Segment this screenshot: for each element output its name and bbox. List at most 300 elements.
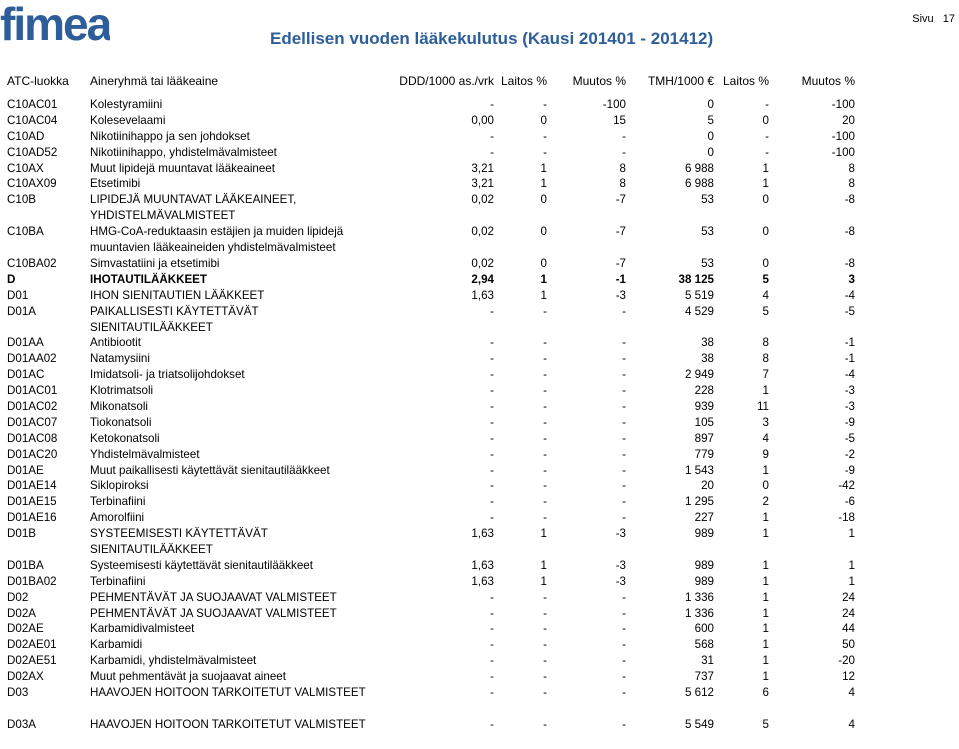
ddd-growth-value: 8 xyxy=(619,177,626,191)
atc-code: C10AD52 xyxy=(7,145,58,159)
ddd-change-value: 1 xyxy=(540,558,547,572)
ddd-change-value: - xyxy=(543,686,547,700)
tmh-change-value: 5 xyxy=(762,272,769,286)
tmh-value: 227 xyxy=(694,511,714,525)
ddd-growth-value: - xyxy=(622,399,626,413)
tmh-growth-value: -5 xyxy=(844,431,855,445)
ddd-value: - xyxy=(490,304,494,318)
tmh-growth-value: 20 xyxy=(842,113,855,127)
tmh-change-value: - xyxy=(765,129,769,143)
ddd-value: - xyxy=(490,479,494,493)
col-header-ddd: DDD/1000 as./vrk xyxy=(399,74,494,88)
ddd-value: 0,00 xyxy=(471,113,494,127)
table-row xyxy=(0,621,959,637)
ddd-growth-value: -7 xyxy=(615,193,626,207)
atc-code: D01 xyxy=(7,288,29,302)
tmh-change-value: 5 xyxy=(762,717,769,731)
substance-name: Mikonatsoli xyxy=(90,399,148,413)
ddd-change-value: 0 xyxy=(540,193,547,207)
substance-name: Karbamidi, yhdistelmävalmisteet xyxy=(90,654,257,668)
report-title: Edellisen vuoden lääkekulutus (Kausi 201401 - 201412) xyxy=(270,29,714,48)
substance-name: PEHMENTÄVÄT JA SUOJAAVAT VALMISTEET xyxy=(90,606,337,620)
atc-code: D01AC20 xyxy=(7,447,58,461)
tmh-change-value: 5 xyxy=(762,304,769,318)
ddd-change-value: - xyxy=(543,638,547,652)
tmh-value: 105 xyxy=(694,415,714,429)
ddd-change-value: 1 xyxy=(540,574,547,588)
tmh-value: 1 543 xyxy=(684,463,714,477)
page-indicator xyxy=(906,13,955,25)
ddd-value: - xyxy=(490,145,494,159)
atc-code: D02AE xyxy=(7,622,44,636)
ddd-change-value: - xyxy=(543,129,547,143)
tmh-change-value: - xyxy=(765,145,769,159)
ddd-value: - xyxy=(490,717,494,731)
page-number: 17 xyxy=(942,13,955,25)
tmh-change-value: 3 xyxy=(762,415,769,429)
tmh-value: 989 xyxy=(694,558,714,572)
substance-name: Simvastatiini ja etsetimibi xyxy=(90,256,220,270)
ddd-value: - xyxy=(490,431,494,445)
substance-name: HAAVOJEN HOITOON TARKOITETUT VALMISTEET xyxy=(90,717,366,731)
atc-code: D01AE14 xyxy=(7,479,57,493)
atc-code: C10BA xyxy=(7,225,44,239)
atc-code: D01AE15 xyxy=(7,495,57,509)
substance-name: Kolestyramiini xyxy=(90,98,163,111)
substance-name: Etsetimibi xyxy=(90,177,141,191)
tmh-change-value: 4 xyxy=(762,431,769,445)
tmh-value: 0 xyxy=(707,98,714,111)
svg-text:fimea: fimea xyxy=(0,2,110,46)
tmh-growth-value: -3 xyxy=(844,399,855,413)
table-row xyxy=(0,256,959,272)
tmh-change-value: 0 xyxy=(762,256,769,270)
substance-name: Karbamidi xyxy=(90,638,143,652)
tmh-change-value: 1 xyxy=(762,161,769,175)
tmh-change-value: 0 xyxy=(762,479,769,493)
tmh-value: 1 295 xyxy=(684,495,714,509)
tmh-value: 5 xyxy=(707,113,714,127)
tmh-change-value: 6 xyxy=(762,686,769,700)
substance-name: Terbinafiini xyxy=(90,574,146,588)
tmh-value: 0 xyxy=(707,129,714,143)
tmh-change-value: 11 xyxy=(756,399,769,413)
tmh-growth-value: -4 xyxy=(844,368,855,382)
ddd-growth-value: - xyxy=(622,717,626,731)
substance-name: SYSTEEMISESTI KÄYTETTÄVÄT SIENITAUTILÄÄKKEET xyxy=(90,527,268,556)
ddd-value: - xyxy=(490,463,494,477)
atc-code: D03A xyxy=(7,717,37,731)
ddd-value: - xyxy=(490,654,494,668)
tmh-value: 53 xyxy=(701,256,714,270)
ddd-growth-value: -3 xyxy=(615,574,626,588)
table-row xyxy=(0,431,959,447)
table-row xyxy=(0,113,959,129)
ddd-change-value: - xyxy=(543,384,547,398)
tmh-value: 989 xyxy=(694,574,714,588)
ddd-growth-value: - xyxy=(622,511,626,525)
tmh-value: 568 xyxy=(694,638,714,652)
table-row xyxy=(0,399,959,415)
ddd-growth-value: - xyxy=(622,304,626,318)
ddd-change-value: - xyxy=(543,590,547,604)
ddd-value: - xyxy=(490,368,494,382)
tmh-growth-value: -100 xyxy=(831,129,855,143)
substance-name: HAAVOJEN HOITOON TARKOITETUT VALMISTEET xyxy=(90,686,366,700)
atc-code: D01AE16 xyxy=(7,511,57,525)
table-row xyxy=(0,97,959,113)
ddd-growth-value: -100 xyxy=(602,98,626,111)
substance-name: PAIKALLISESTI KÄYTETTÄVÄT SIENITAUTILÄÄKKEET xyxy=(90,304,259,334)
ddd-growth-value: - xyxy=(622,384,626,398)
ddd-change-value: 0 xyxy=(540,256,547,270)
ddd-value: 1,63 xyxy=(471,558,494,572)
substance-name: Muut paikallisesti käytettävät sienitautilääkkeet xyxy=(90,463,330,477)
ddd-value: - xyxy=(490,495,494,509)
tmh-change-value: - xyxy=(765,98,769,111)
table-row xyxy=(0,383,959,399)
table-row xyxy=(0,669,959,685)
substance-name: Nikotiinihappo ja sen johdokset xyxy=(90,129,250,143)
atc-code: D03 xyxy=(7,686,29,700)
tmh-growth-value: -5 xyxy=(844,304,855,318)
ddd-value: - xyxy=(490,447,494,461)
tmh-value: 2 949 xyxy=(684,368,714,382)
tmh-value: 5 519 xyxy=(684,288,714,302)
ddd-growth-value: - xyxy=(622,670,626,684)
tmh-change-value: 7 xyxy=(762,368,769,382)
atc-code: D01AC07 xyxy=(7,415,58,429)
ddd-growth-value: - xyxy=(622,145,626,159)
ddd-value: - xyxy=(490,384,494,398)
ddd-growth-value: -1 xyxy=(615,272,626,286)
ddd-growth-value: - xyxy=(622,352,626,366)
ddd-change-value: - xyxy=(543,717,547,731)
substance-name: Kolesevelaami xyxy=(90,113,166,127)
table-row xyxy=(0,145,959,161)
atc-code: C10AC04 xyxy=(7,113,58,127)
table-row xyxy=(0,685,959,717)
ddd-growth-value: - xyxy=(622,590,626,604)
atc-code: D02 xyxy=(7,590,29,604)
tmh-change-value: 8 xyxy=(762,352,769,366)
tmh-value: 38 xyxy=(701,336,714,350)
table-row xyxy=(0,463,959,479)
ddd-value: - xyxy=(490,415,494,429)
tmh-growth-value: -9 xyxy=(844,463,855,477)
ddd-change-value: 1 xyxy=(540,288,547,302)
tmh-growth-value: 24 xyxy=(842,606,855,620)
table-row xyxy=(0,288,959,304)
ddd-growth-value: - xyxy=(622,622,626,636)
col-header-tmh-growth: Muutos % xyxy=(801,74,855,88)
ddd-growth-value: - xyxy=(622,686,626,700)
tmh-growth-value: -4 xyxy=(844,288,855,302)
ddd-value: - xyxy=(490,511,494,525)
atc-code: D02A xyxy=(7,606,37,620)
ddd-growth-value: - xyxy=(622,368,626,382)
substance-name: Ketokonatsoli xyxy=(90,431,160,445)
tmh-value: 779 xyxy=(694,447,714,461)
ddd-value: 1,63 xyxy=(471,574,494,588)
table-row xyxy=(0,129,959,145)
ddd-change-value: 0 xyxy=(540,225,547,239)
tmh-growth-value: 1 xyxy=(848,527,855,541)
tmh-change-value: 0 xyxy=(762,225,769,239)
substance-name: Imidatsoli- ja triatsolijohdokset xyxy=(90,368,245,382)
tmh-growth-value: -1 xyxy=(844,352,855,366)
tmh-change-value: 1 xyxy=(762,654,769,668)
table-row xyxy=(0,415,959,431)
tmh-change-value: 1 xyxy=(762,638,769,652)
col-header-name: Aineryhmä tai lääkeaine xyxy=(90,74,219,88)
atc-code: D01BA02 xyxy=(7,574,57,588)
substance-name: LIPIDEJÄ MUUNTAVAT LÄÄKEAINEET, YHDISTELMÄVALMISTEET xyxy=(90,193,297,223)
tmh-change-value: 4 xyxy=(762,288,769,302)
ddd-growth-value: 8 xyxy=(619,161,626,175)
tmh-value: 0 xyxy=(707,145,714,159)
ddd-growth-value: - xyxy=(622,654,626,668)
atc-code: C10AC01 xyxy=(7,98,58,111)
tmh-growth-value: -18 xyxy=(838,511,855,525)
ddd-growth-value: -7 xyxy=(615,256,626,270)
table-row xyxy=(0,637,959,653)
tmh-value: 1 336 xyxy=(684,606,714,620)
tmh-change-value: 1 xyxy=(762,511,769,525)
tmh-value: 5 612 xyxy=(684,686,714,700)
atc-code: C10AX09 xyxy=(7,177,57,191)
ddd-growth-value: - xyxy=(622,606,626,620)
substance-name: Antibiootit xyxy=(90,336,141,350)
ddd-growth-value: - xyxy=(622,447,626,461)
ddd-value: 1,63 xyxy=(471,288,494,302)
ddd-value: - xyxy=(490,352,494,366)
ddd-growth-value: -7 xyxy=(615,225,626,239)
table-row xyxy=(0,510,959,526)
tmh-growth-value: 1 xyxy=(848,558,855,572)
tmh-growth-value: -8 xyxy=(844,225,855,239)
atc-code: D01A xyxy=(7,304,37,318)
atc-code: D xyxy=(7,272,16,286)
tmh-value: 5 549 xyxy=(684,717,714,731)
tmh-growth-value: 1 xyxy=(848,574,855,588)
ddd-change-value: - xyxy=(543,145,547,159)
ddd-value: 3,21 xyxy=(471,177,494,191)
tmh-value: 228 xyxy=(694,384,714,398)
ddd-change-value: - xyxy=(543,415,547,429)
atc-code: C10AD xyxy=(7,129,45,143)
col-header-ddd-growth: Muutos % xyxy=(572,74,626,88)
tmh-value: 6 988 xyxy=(684,161,714,175)
substance-name: Nikotiinihappo, yhdistelmävalmisteet xyxy=(90,145,277,159)
ddd-value: - xyxy=(490,98,494,111)
atc-code: C10B xyxy=(7,193,37,207)
tmh-value: 989 xyxy=(694,527,714,541)
atc-code: D02AE01 xyxy=(7,638,57,652)
substance-name: Karbamidivalmisteet xyxy=(90,622,195,636)
atc-code: D02AX xyxy=(7,670,44,684)
ddd-change-value: 0 xyxy=(540,113,547,127)
ddd-value: - xyxy=(490,638,494,652)
tmh-growth-value: 8 xyxy=(848,177,855,191)
ddd-change-value: - xyxy=(543,495,547,509)
col-header-code: ATC-luokka xyxy=(7,74,69,88)
tmh-value: 20 xyxy=(701,479,714,493)
atc-code: D01AA02 xyxy=(7,352,57,366)
ddd-change-value: - xyxy=(543,447,547,461)
tmh-growth-value: -3 xyxy=(844,384,855,398)
tmh-change-value: 1 xyxy=(762,590,769,604)
tmh-value: 939 xyxy=(694,399,714,413)
substance-name: IHON SIENITAUTIEN LÄÄKKEET xyxy=(90,288,265,302)
ddd-change-value: 1 xyxy=(540,272,547,286)
ddd-growth-value: -3 xyxy=(615,288,626,302)
col-header-tmh: TMH/1000 € xyxy=(647,74,714,88)
tmh-growth-value: 44 xyxy=(842,622,855,636)
ddd-value: 2,94 xyxy=(471,272,494,286)
ddd-value: 0,02 xyxy=(471,193,494,207)
fimea-logo xyxy=(0,2,110,46)
substance-name: Siklopiroksi xyxy=(90,479,149,493)
ddd-growth-value: - xyxy=(622,479,626,493)
tmh-change-value: 1 xyxy=(762,606,769,620)
ddd-growth-value: 15 xyxy=(613,113,626,127)
tmh-change-value: 1 xyxy=(762,558,769,572)
substance-name: Terbinafiini xyxy=(90,495,146,509)
tmh-growth-value: 8 xyxy=(848,161,855,175)
tmh-growth-value: -100 xyxy=(831,98,855,111)
tmh-change-value: 1 xyxy=(762,463,769,477)
ddd-growth-value: - xyxy=(622,638,626,652)
tmh-value: 38 xyxy=(701,352,714,366)
ddd-value: - xyxy=(490,670,494,684)
table-row xyxy=(0,606,959,622)
atc-code: D01AC02 xyxy=(7,399,58,413)
tmh-growth-value: 24 xyxy=(842,590,855,604)
tmh-change-value: 1 xyxy=(762,384,769,398)
tmh-change-value: 1 xyxy=(762,527,769,541)
table-row xyxy=(0,304,959,336)
ddd-value: - xyxy=(490,336,494,350)
tmh-change-value: 9 xyxy=(762,447,769,461)
table-row xyxy=(0,272,959,288)
atc-code: D01AA xyxy=(7,336,44,350)
table-row xyxy=(0,224,959,256)
ddd-value: 0,02 xyxy=(471,256,494,270)
tmh-growth-value: 4 xyxy=(848,717,855,731)
tmh-growth-value: -1 xyxy=(844,336,855,350)
col-header-ddd-change: Laitos % xyxy=(500,74,547,88)
ddd-growth-value: - xyxy=(622,129,626,143)
substance-name: IHOTAUTILÄÄKKEET xyxy=(90,272,208,286)
tmh-change-value: 8 xyxy=(762,336,769,350)
table-row xyxy=(0,447,959,463)
ddd-value: - xyxy=(490,129,494,143)
tmh-growth-value: -8 xyxy=(844,193,855,207)
atc-code: D01BA xyxy=(7,558,44,572)
tmh-value: 897 xyxy=(694,431,714,445)
atc-code: C10BA02 xyxy=(7,256,57,270)
substance-name: Yhdistelmävalmisteet xyxy=(90,447,200,461)
tmh-value: 53 xyxy=(701,193,714,207)
tmh-change-value: 1 xyxy=(762,622,769,636)
ddd-change-value: - xyxy=(543,431,547,445)
ddd-value: - xyxy=(490,606,494,620)
tmh-growth-value: -8 xyxy=(844,256,855,270)
substance-name: PEHMENTÄVÄT JA SUOJAAVAT VALMISTEET xyxy=(90,590,337,604)
tmh-value: 4 529 xyxy=(684,304,714,318)
tmh-change-value: 0 xyxy=(762,113,769,127)
ddd-change-value: - xyxy=(543,654,547,668)
tmh-change-value: 2 xyxy=(762,495,769,509)
tmh-growth-value: -20 xyxy=(838,654,855,668)
tmh-growth-value: 12 xyxy=(842,670,855,684)
table-row xyxy=(0,478,959,494)
atc-code: D01AC xyxy=(7,368,45,382)
substance-name: Natamysiini xyxy=(90,352,150,366)
ddd-growth-value: -3 xyxy=(615,527,626,541)
tmh-growth-value: 3 xyxy=(848,272,855,286)
table-row xyxy=(0,653,959,669)
ddd-change-value: - xyxy=(543,511,547,525)
ddd-change-value: - xyxy=(543,622,547,636)
ddd-growth-value: - xyxy=(622,336,626,350)
ddd-change-value: - xyxy=(543,463,547,477)
table-row xyxy=(0,192,959,224)
ddd-change-value: - xyxy=(543,399,547,413)
ddd-value: - xyxy=(490,686,494,700)
table-row xyxy=(0,590,959,606)
atc-code: D01B xyxy=(7,527,37,541)
ddd-change-value: - xyxy=(543,670,547,684)
tmh-change-value: 1 xyxy=(762,670,769,684)
tmh-value: 38 125 xyxy=(678,272,714,286)
atc-code: C10AX xyxy=(7,161,44,175)
table-row xyxy=(0,558,959,574)
table-row xyxy=(0,351,959,367)
table-row xyxy=(0,717,959,749)
ddd-change-value: - xyxy=(543,368,547,382)
ddd-change-value: - xyxy=(543,304,547,318)
substance-name: Muut pehmentävät ja suojaavat aineet xyxy=(90,670,286,684)
consumption-table xyxy=(0,97,959,749)
atc-code: D02AE51 xyxy=(7,654,57,668)
ddd-growth-value: - xyxy=(622,415,626,429)
tmh-value: 600 xyxy=(694,622,714,636)
ddd-change-value: - xyxy=(543,98,547,111)
ddd-change-value: 1 xyxy=(540,177,547,191)
tmh-growth-value: 4 xyxy=(848,686,855,700)
ddd-change-value: - xyxy=(543,479,547,493)
ddd-change-value: 1 xyxy=(540,161,547,175)
ddd-growth-value: -3 xyxy=(615,558,626,572)
page-label: Sivu xyxy=(912,13,934,25)
tmh-growth-value: -6 xyxy=(844,495,855,509)
table-row xyxy=(0,574,959,590)
tmh-growth-value: -2 xyxy=(844,447,855,461)
table-row xyxy=(0,176,959,192)
ddd-change-value: - xyxy=(543,606,547,620)
tmh-value: 1 336 xyxy=(684,590,714,604)
table-row xyxy=(0,335,959,351)
substance-name: Muut lipidejä muuntavat lääkeaineet xyxy=(90,161,275,175)
tmh-change-value: 0 xyxy=(762,193,769,207)
tmh-value: 6 988 xyxy=(684,177,714,191)
tmh-change-value: 1 xyxy=(762,574,769,588)
tmh-value: 737 xyxy=(694,670,714,684)
atc-code: D01AE xyxy=(7,463,44,477)
tmh-growth-value: -9 xyxy=(844,415,855,429)
